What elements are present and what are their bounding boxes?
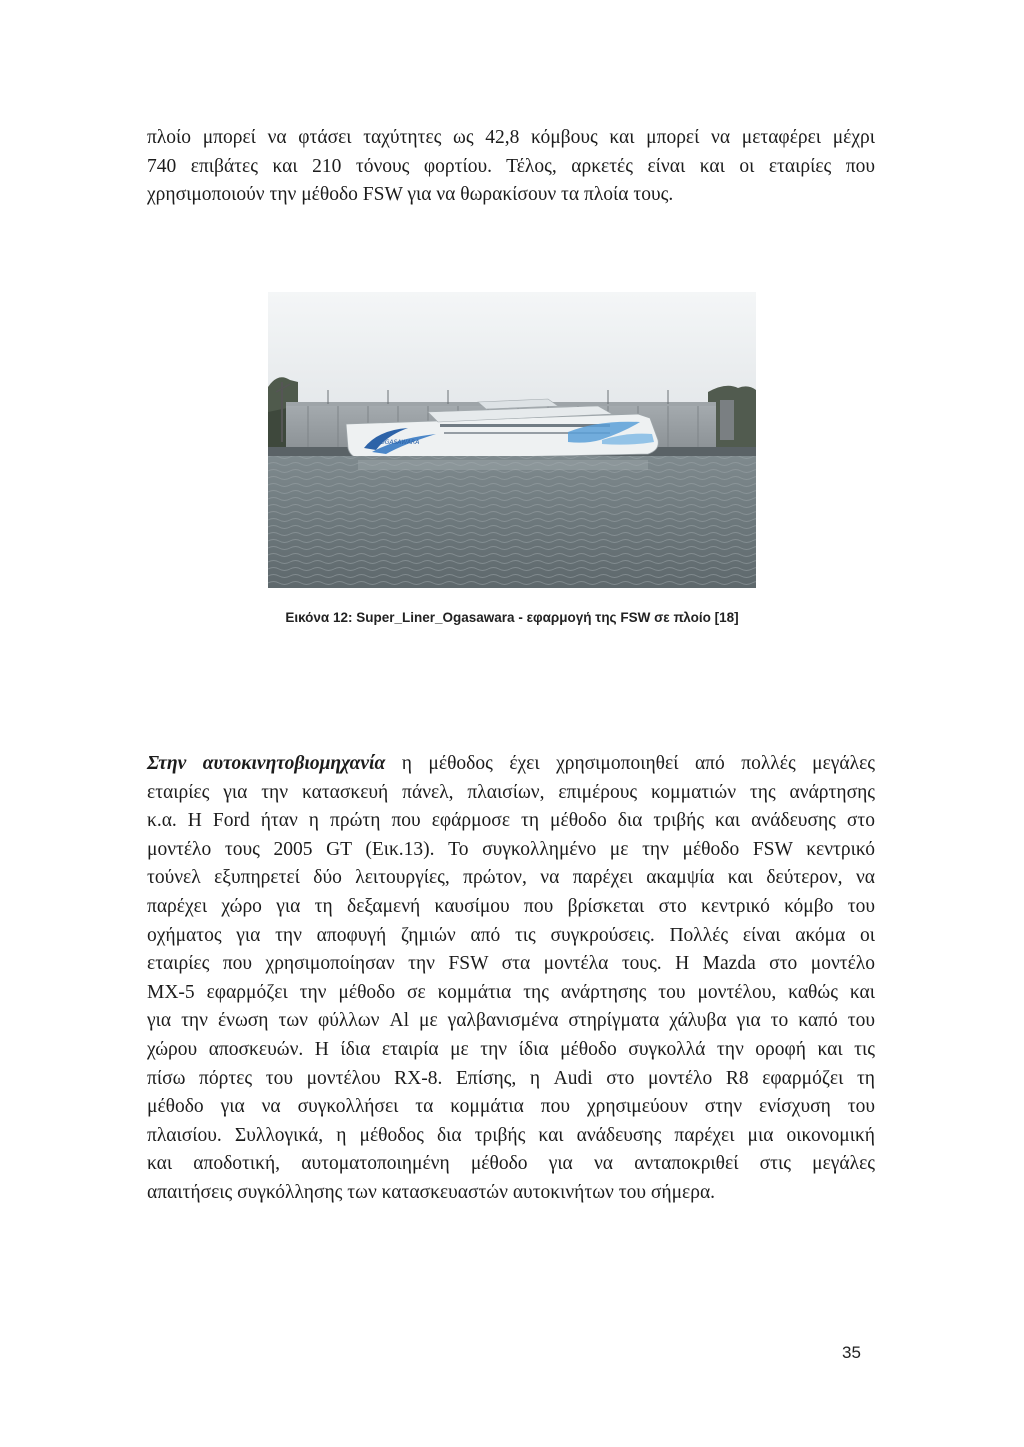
text-line: MX-5 εφαρμόζει την μέθοδο σε κομμάτια της ανάρτησης του μοντέλου, καθώς και [147,981,875,1003]
text-line [147,750,875,779]
text-line: εταιρίες που χρησιμοποίησαν την FSW στα μοντέλα τους. Η Mazda στο μοντέλο [147,953,875,975]
text-line: τούνελ εξυπηρετεί δύο λειτουργίες, πρώτον, να παρέχει ακαμψία και δεύτερον, να [147,867,875,889]
text-line: μοντέλο τους 2005 GT (Εικ.13). Το συγκολλημένο με την μέθοδο FSW κεντρικό [147,838,875,860]
text-line: απαιτήσεις συγκόλλησης των κατασκευαστών αυτοκινήτων του σήμερα. [147,1181,716,1203]
svg-text:OGASAWARA: OGASAWARA [380,439,420,446]
paragraph-ship-fsw [147,124,875,210]
ship-photo [268,292,756,588]
text-line: πλοίο μπορεί να φτάσει ταχύτητες ως 42,8 κόμβους και μπορεί να μεταφέρει μέχρι [147,127,875,148]
text-line: πλαισίου. Συλλογικά, η μέθοδος δια τριβής και ανάδευσης παρέχει μια οικονομική [147,1124,875,1146]
text-line: κ.α. Η Ford ήταν η πρώτη που εφάρμοσε τη μέθοδο δια τριβής και ανάδευσης στο [147,810,875,832]
paragraph-automotive-fsw [147,750,875,1208]
page-number: 35 [842,1343,861,1362]
figure-caption: Εικόνα 12: Super_Liner_Ogasawara - εφαρμογή της FSW σε πλοίο [18] [285,610,739,625]
lead-phrase: Στην αυτοκινητοβιομηχανία [147,753,386,774]
text-line: πίσω πόρτες του μοντέλου RX-8. Επίσης, η Audi στο μοντέλο R8 εφαρμόζει τη [147,1067,875,1089]
text-line: παρέχει χώρο για τη δεξαμενή καυσίμου που βρίσκεται στο κεντρικό κόμβο του [147,895,875,917]
text-line: 740 επιβάτες και 210 τόνους φορτίου. Τέλος, αρκετές είναι και οι εταιρίες που [147,155,875,177]
text-line: οχήματος για την αποφυγή ζημιών από τις συγκρούσεις. Πολλές είναι ακόμα οι [147,924,875,946]
text-line: εταιρίες για την κατασκευή πάνελ, πλαισίων, επιμέρους κομματιών της ανάρτησης [147,781,875,803]
ship-photo-image [268,292,756,588]
text-line: και αποδοτική, αυτοματοποιημένη μέθοδο για να ανταποκριθεί στις μεγάλες [147,1153,875,1175]
text-line: χώρου αποσκευών. Η ίδια εταιρία με την ίδια μέθοδο συγκολλά την οροφή και τις [147,1038,875,1060]
text-line: χρησιμοποιούν την μέθοδο FSW για να θωρακίσουν τα πλοία τους. [147,184,674,206]
text-line: μέθοδο για να συγκολλήσει τα κομμάτια που χρησιμεύουν στην ενίσχυση του [147,1096,875,1118]
text-line: για την ένωση των φύλλων Al με γαλβανισμένα στηρίγματα χάλυβα για το καπό του [147,1010,875,1032]
text-line-rest: η μέθοδος έχει χρησιμοποιηθεί από πολλές μεγάλες [385,753,875,774]
